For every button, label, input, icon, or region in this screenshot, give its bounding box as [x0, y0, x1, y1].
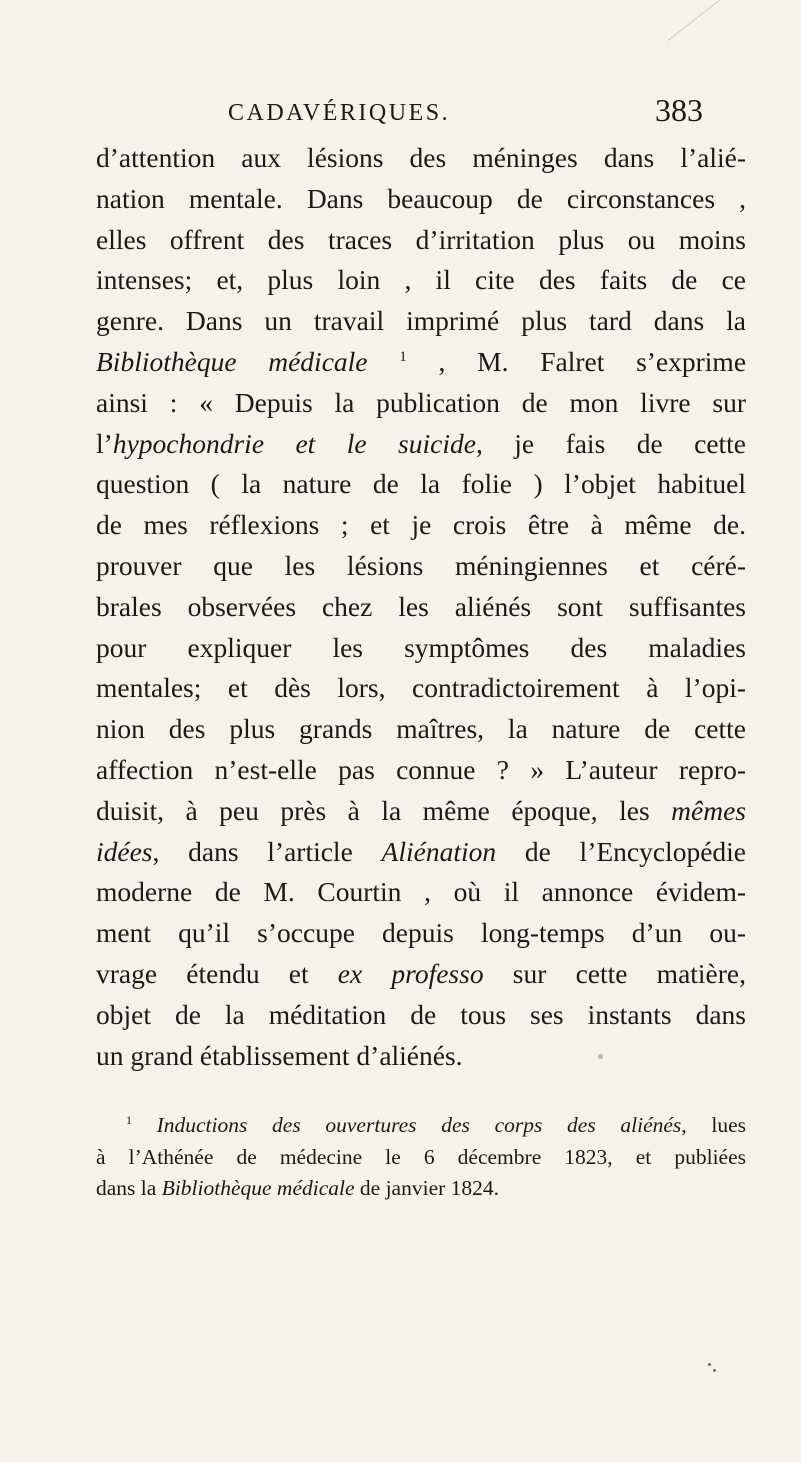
- text-line: elles offrent des traces d’irritation plus ou moins: [96, 223, 746, 255]
- footnote-mark: 1: [126, 1112, 132, 1127]
- text-line: genre. Dans un travail imprimé plus tard dans la: [96, 305, 746, 337]
- text-line: intenses; et, plus loin , il cite des faits de ce: [96, 264, 746, 296]
- scan-dot: [713, 1369, 716, 1372]
- text-line: pour expliquer les symptômes des maladies: [96, 631, 746, 663]
- text-line: nation mentale. Dans beaucoup de circonstances ,: [96, 182, 746, 214]
- text-line: affection n’est-elle pas connue ? » L’auteur repro-: [96, 753, 746, 785]
- text-line: d’attention aux lésions des méninges dans l’alié-: [96, 142, 746, 173]
- italic-title: hypochondrie et le suicide: [112, 427, 476, 459]
- footnote-title: Inductions des ouvertures des corps des aliénés: [156, 1113, 682, 1137]
- italic-title: Bibliothèque médicale: [96, 345, 368, 377]
- text-line: un grand établissement d’aliénés.: [96, 1039, 463, 1071]
- italic-word: idées: [96, 835, 153, 867]
- footnote-reference: 1: [399, 348, 407, 365]
- page-number: 383: [655, 92, 703, 128]
- text-line: [96, 791, 746, 832]
- text-line: ment qu’il s’occupe depuis long-temps d’un ou-: [96, 917, 746, 949]
- text-line: nion des plus grands maîtres, la nature de cette: [96, 713, 746, 745]
- italic-word: mêmes: [671, 794, 746, 826]
- text-line: [96, 954, 746, 995]
- footnote-line: [96, 1173, 746, 1205]
- text-fragment: , lues: [681, 1113, 746, 1137]
- body-text: [96, 138, 746, 1076]
- text-fragment: dans la: [96, 1176, 162, 1200]
- footnote-line: [96, 1110, 746, 1142]
- text-fragment: vrage étendu et: [96, 957, 338, 989]
- text-line: objet de la méditation de tous ses instants dans: [96, 998, 746, 1030]
- text-line: question ( la nature de la folie ) l’objet habituel: [96, 468, 746, 500]
- text-line: moderne de M. Courtin , où il annonce évidem-: [96, 876, 746, 908]
- pencil-mark: [668, 0, 724, 41]
- text-fragment: duisit, à peu près à la même époque, les: [96, 794, 672, 826]
- text-line: brales observées chez les aliénés sont suffisantes: [96, 590, 746, 622]
- text-line: prouver que les lésions méningiennes et céré-: [96, 549, 746, 581]
- footnote-line: à l’Athénée de médecine le 6 décembre 1823, et publiées: [96, 1144, 746, 1169]
- text-line: de mes réflexions ; et je crois être à même de.: [96, 509, 746, 541]
- text-line: [96, 424, 746, 465]
- italic-title: Aliénation: [381, 835, 497, 867]
- text-fragment: , dans l’article: [152, 835, 382, 867]
- running-title: CADAVÉRIQUES.: [228, 100, 451, 126]
- text-fragment: , M. Falret s’exprime: [438, 345, 746, 377]
- text-fragment: sur cette matière,: [483, 957, 746, 989]
- scan-dot: [708, 1363, 711, 1366]
- italic-phrase: ex professo: [337, 957, 484, 989]
- footnote-italic-title: Bibliothèque médicale: [161, 1176, 355, 1200]
- text-fragment: de janvier 1824.: [354, 1176, 500, 1200]
- text-line: [96, 832, 746, 873]
- text-fragment: de l’Encyclopédie: [496, 835, 746, 867]
- text-fragment: l’: [96, 427, 113, 459]
- text-line: ainsi : « Depuis la publication de mon livre sur: [96, 386, 746, 418]
- text-line: [96, 342, 746, 383]
- ink-smudge: [598, 1054, 603, 1059]
- footnote: [96, 1110, 746, 1205]
- text-line: mentales; et dès lors, contradictoirement à l’opi-: [96, 672, 746, 704]
- text-fragment: , je fais de cette: [475, 427, 746, 459]
